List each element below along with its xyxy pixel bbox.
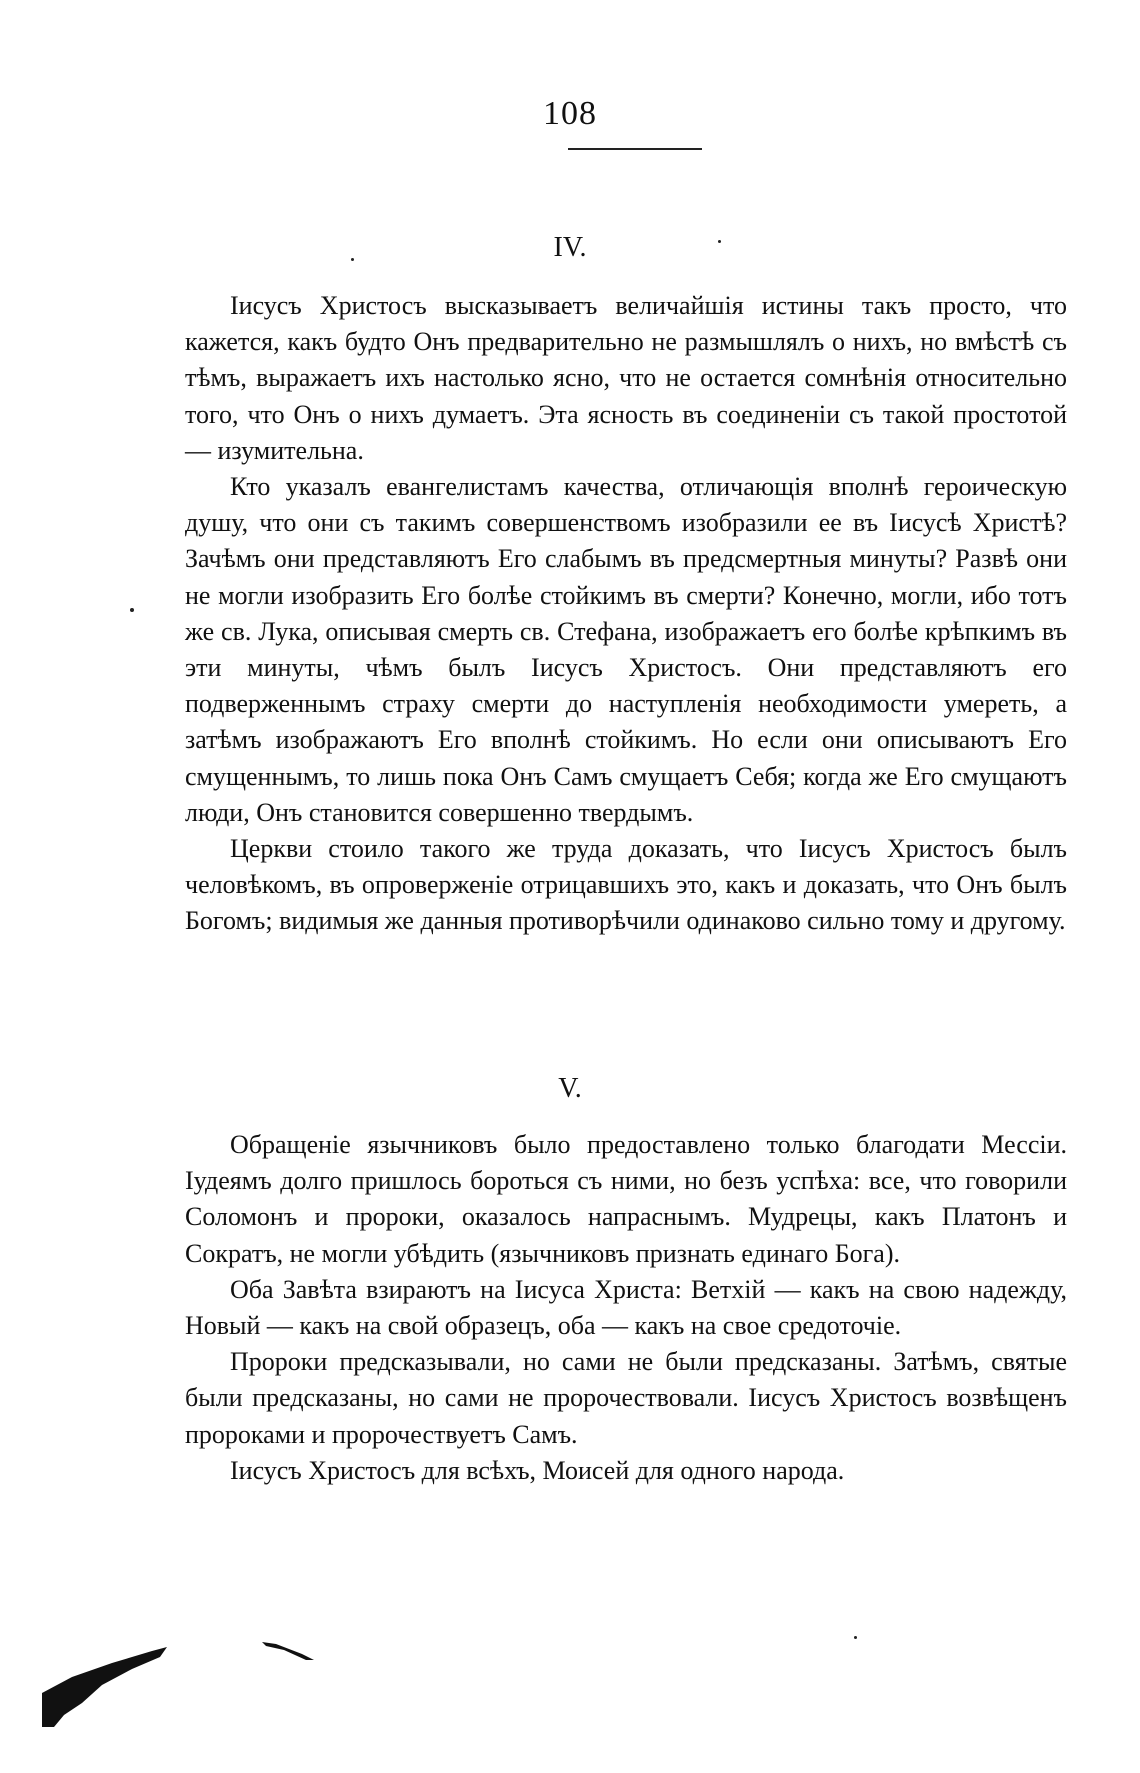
- section-heading-v: V.: [558, 1073, 582, 1104]
- paragraph: Iисусъ Христосъ высказываетъ величайшія истины такъ просто, что кажется, какъ будто Онъ предварительно не размышлялъ о нихъ, но вмѣстѣ съ тѣмъ, выражаетъ ихъ настолько ясно, что не остается сомнѣнія относительно того, что Онъ о нихъ думаетъ. Эта ясность въ соединеніи съ такой простотой — изумительна.: [185, 291, 1067, 465]
- page-number-rule: [568, 148, 702, 150]
- scan-speck: [718, 240, 721, 243]
- page-number: 108: [543, 95, 597, 132]
- paragraph: Кто указалъ евангелистамъ качества, отличающія вполнѣ героическую душу, что они съ такимъ совершенствомъ изобразили ее въ Iисусѣ Христѣ? Зачѣмъ они представляютъ Его слабымъ въ предсмертныя минуты? Развѣ они не могли изобразить Его болѣе стойкимъ въ смерти? Конечно, могли, ибо тотъ же св. Лука, описывая смерть св. Стефана, изображаетъ его болѣе крѣпкимъ въ эти минуты, чѣмъ былъ Iисусъ Христосъ. Они представляютъ его подверженнымъ страху смерти до наступленія необходимости умереть, а затѣмъ изображаютъ Его вполнѣ стойкимъ. Но если они описываютъ Его смущеннымъ, то лишь пока Онъ Самъ смущаетъ Себя; когда же Его смущаютъ люди, Онъ становится совершенно твердымъ.: [185, 472, 1067, 827]
- scan-stroke-mark: [262, 1640, 318, 1662]
- scan-speck: [130, 608, 134, 612]
- paragraph: Пророки предсказывали, но сами не были предсказаны. Затѣмъ, святые были предсказаны, но сами не пророчествовали. Iисусъ Христосъ возвѣщенъ пророками и пророчествуетъ Самъ.: [185, 1347, 1067, 1449]
- section-heading-iv: IV.: [553, 232, 587, 263]
- paragraph: Iисусъ Христосъ для всѣхъ, Моисей для одного народа.: [230, 1455, 845, 1485]
- paragraph: Оба Завѣта взираютъ на Iисуса Христа: Ветхій — какъ на свою надежду, Новый — какъ на свой образецъ, оба — какъ на свое средоточіе.: [185, 1274, 1067, 1341]
- paragraph: Церкви стоило такого же труда доказать, что Iисусъ Христосъ былъ человѣкомъ, въ опроверженіе отрицавшихъ это, какъ и доказать, что Онъ былъ Богомъ; видимыя же данныя противорѣчили одинаково сильно тому и другому.: [185, 834, 1067, 936]
- section-v-text: [185, 1127, 1067, 1489]
- paragraph: Обращеніе язычниковъ было предоставлено только благодати Мессіи. Iудеямъ долго пришлось бороться съ ними, но безъ успѣха: все, что говорили Соломонъ и пророки, оказалось напраснымъ. Мудрецы, какъ Платонъ и Сократъ, не могли убѣдить (язычниковъ признать единаго Бога).: [185, 1130, 1067, 1268]
- scan-speck: [854, 1636, 857, 1639]
- section-iv-text: [185, 288, 1067, 940]
- scan-speck: [351, 258, 354, 261]
- scan-smudge-mark: [42, 1645, 172, 1727]
